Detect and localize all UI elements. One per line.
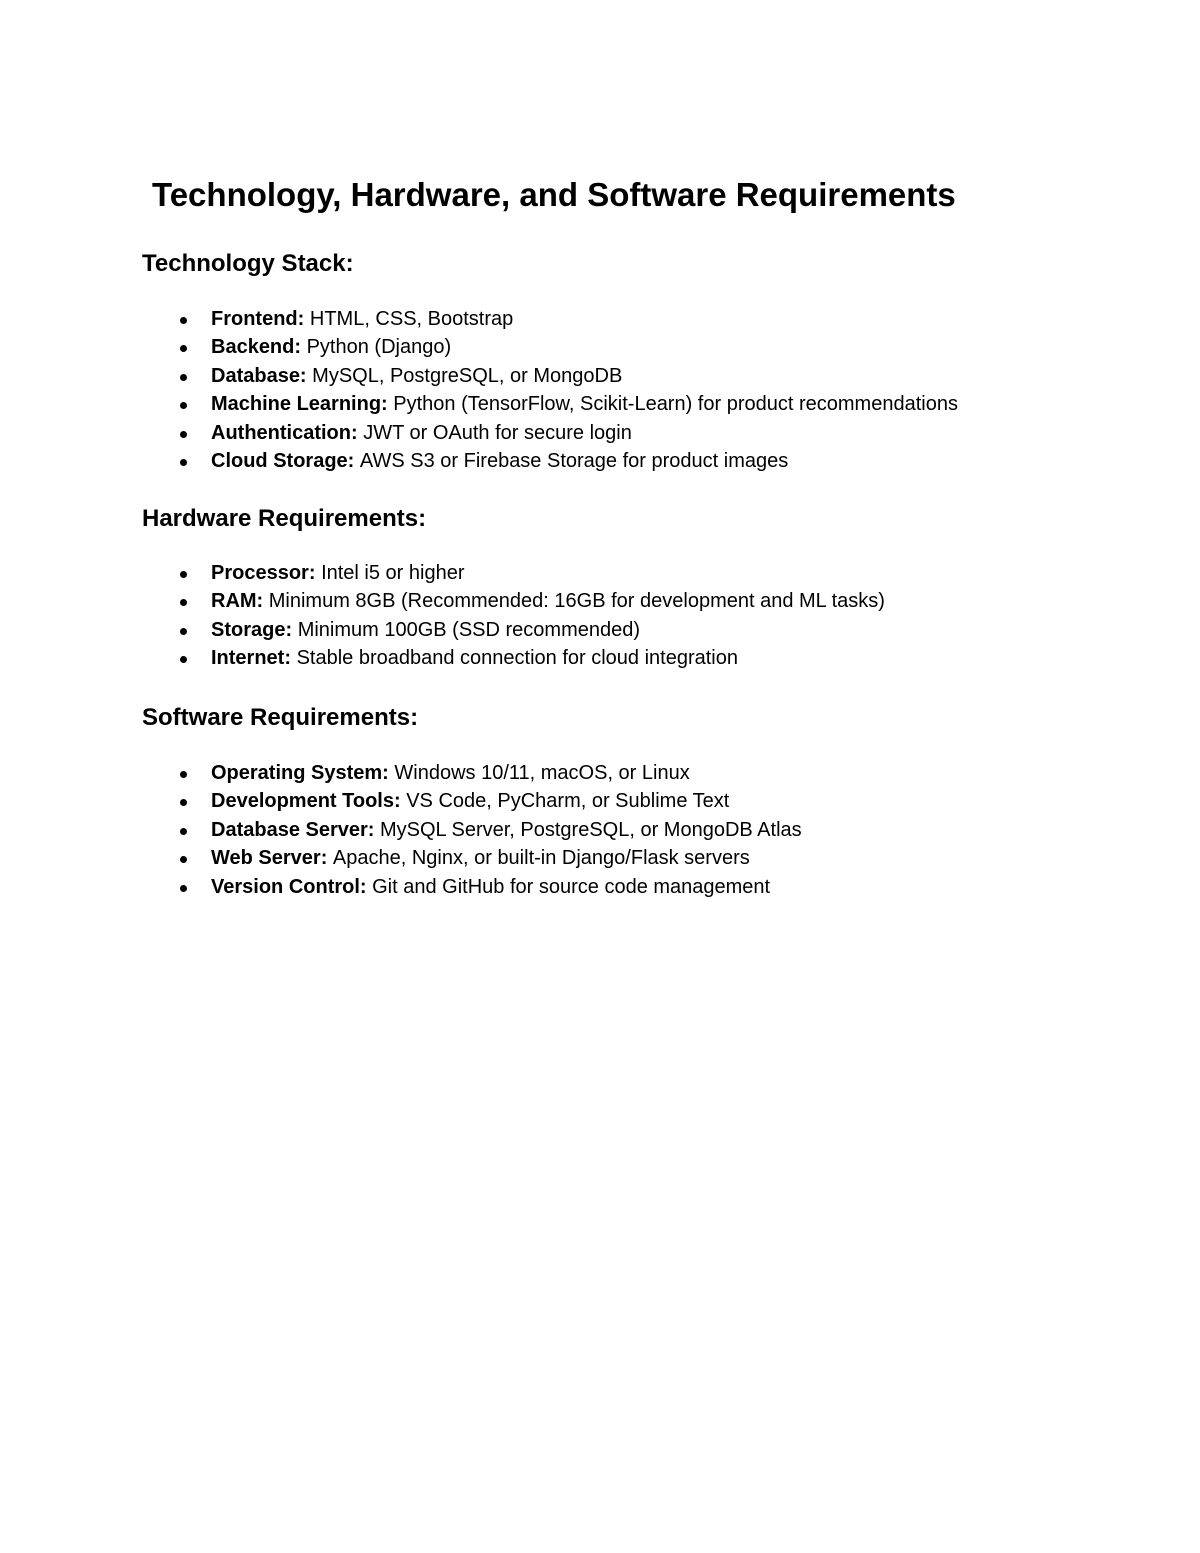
- item-value: JWT or OAuth for secure login: [363, 421, 632, 444]
- list-item: [142, 616, 1142, 644]
- item-key: Development Tools:: [211, 790, 407, 813]
- list-item: [142, 390, 1142, 418]
- list-item: [142, 844, 1142, 872]
- item-key: Version Control:: [211, 875, 373, 898]
- item-key: Backend:: [211, 336, 307, 359]
- list-item: [142, 873, 1142, 901]
- item-value: AWS S3 or Firebase Storage for product images: [359, 449, 789, 472]
- bullet-icon: [180, 656, 187, 663]
- list-item: [142, 787, 1142, 815]
- item-value: Intel i5 or higher: [321, 562, 465, 584]
- bullet-icon: [180, 771, 187, 778]
- list-item: [142, 559, 1142, 587]
- item-key: Database:: [211, 364, 313, 387]
- item-key: Storage:: [211, 618, 298, 641]
- list-item: [142, 816, 1142, 844]
- list-item: [142, 362, 1142, 390]
- item-value: Apache, Nginx, or built-in Django/Flask servers: [332, 847, 750, 870]
- bullet-icon: [180, 628, 187, 635]
- bullet-icon: [180, 431, 187, 438]
- bullet-icon: [180, 345, 187, 352]
- bullet-icon: [180, 885, 187, 892]
- item-value: VS Code, PyCharm, or Sublime Text: [406, 790, 730, 813]
- item-key: Frontend:: [211, 308, 310, 330]
- item-value: Git and GitHub for source code management: [372, 875, 771, 898]
- item-value: Python (Django): [306, 336, 452, 359]
- item-value: Minimum 100GB (SSD recommended): [297, 618, 641, 641]
- list-item: [142, 333, 1142, 361]
- bullet-list: [142, 559, 1142, 673]
- item-value: MySQL Server, PostgreSQL, or MongoDB Atlas: [379, 818, 802, 841]
- bullet-icon: [180, 856, 187, 863]
- page-title: Technology, Hardware, and Software Requirements: [152, 176, 956, 213]
- list-item: [142, 587, 1142, 615]
- bullet-icon: [180, 828, 187, 835]
- list-item: [142, 644, 1142, 672]
- item-value: Minimum 8GB (Recommended: 16GB for development and ML tasks): [268, 590, 885, 613]
- bullet-icon: [180, 599, 187, 606]
- section-technology-stack: [142, 249, 1142, 475]
- bullet-icon: [180, 374, 187, 381]
- bullet-icon: [180, 317, 187, 324]
- item-key: Authentication:: [211, 421, 364, 444]
- list-item: [142, 419, 1142, 447]
- item-key: Processor:: [211, 562, 322, 584]
- bullet-icon: [180, 571, 187, 578]
- bullet-icon: [180, 799, 187, 806]
- item-value: MySQL, PostgreSQL, or MongoDB: [312, 364, 623, 387]
- section-heading: Hardware Requirements:: [142, 505, 427, 532]
- section-hardware-requirements: [142, 504, 1142, 673]
- section-software-requirements: [142, 703, 1142, 901]
- item-value: HTML, CSS, Bootstrap: [309, 308, 514, 330]
- list-item: [142, 447, 1142, 475]
- list-item: [142, 759, 1142, 787]
- item-key: Operating System:: [211, 762, 395, 784]
- section-heading: Software Requirements:: [142, 704, 419, 731]
- item-key: Internet:: [211, 647, 297, 670]
- item-key: Cloud Storage:: [211, 449, 360, 472]
- bullet-list: [142, 305, 1142, 475]
- bullet-icon: [180, 402, 187, 409]
- bullet-icon: [180, 459, 187, 466]
- item-key: RAM:: [211, 590, 269, 613]
- item-key: Web Server:: [211, 847, 333, 870]
- list-item: [142, 305, 1142, 333]
- item-key: Database Server:: [211, 818, 380, 841]
- item-value: Stable broadband connection for cloud integration: [296, 647, 738, 670]
- item-key: Machine Learning:: [211, 393, 394, 416]
- section-heading: Technology Stack:: [142, 250, 354, 277]
- bullet-list: [142, 759, 1142, 901]
- item-value: Python (TensorFlow, Scikit-Learn) for product recommendations: [393, 393, 958, 416]
- item-value: Windows 10/11, macOS, or Linux: [394, 762, 690, 784]
